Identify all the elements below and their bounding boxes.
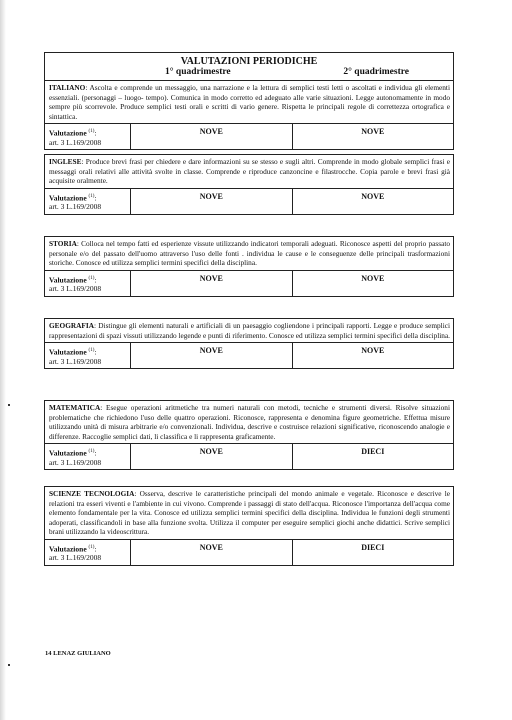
subject-name: INGLESE [49,157,82,166]
grade-label-law: art. 3 L.169/2008 [49,457,102,467]
subject-name: MATEMATICA [49,403,101,412]
grade-label: Valutazione $^{(1)}$: art. 3 L.169/2008 [45,271,131,296]
grade-row [45,539,453,565]
scan-speck [8,404,10,406]
grade-second-term: NOVE [292,271,454,296]
grade-row [45,270,453,296]
grade-first-term: NOVE [199,191,223,201]
grade-label-title: Valutazione [49,544,87,553]
grade-label-title: Valutazione [49,275,87,284]
section-geografia [44,318,454,369]
grade-label: Valutazione $^{(1)}$: art. 3 L.169/2008 [45,189,131,214]
grade-label-note: (1) [88,193,95,199]
subject-name: GEOGRAFIA [49,321,94,330]
grade-first-term: NOVE [199,346,223,355]
grade-label-law: art. 3 L.169/2008 [49,137,102,147]
grade-first-term: NOVE [199,127,223,136]
subject-description-text: : Ascolta e comprende un messaggio, una narrazione e la lettura di semplici testi letti o ascoltati e individua gli elementi essenziali. (personaggi – luogo- tempo). Comunica in modo corretto ed adeguato alle varie situazioni. Legge autonomamente in modo sempre più scorrevole. Produce semplici testi orali e scritti di vario genere. Rispetta le principali regole di correttezza ortografica e sintattica. [49,83,450,121]
subject-description [45,319,453,342]
grade-label-note: (1) [88,449,95,454]
subject-description-text: : Osserva, descrive le caratteristiche principali del mondo animale e vegetale. Riconosce e descrive le relazioni tra esseri viventi e l'ambiente in cui vivono. Comprende i passaggi di stato dell'acqua. Riconosce l'importanza dell'acqua come elemento fondamentale per la vita. Conosce ed utilizza semplici termini specifici della disciplina. Individua le funzioni degli strumenti adoperati, classificandoli in base alla funzione svolta. Utilizza il computer per eseguire semplici giochi anche didattici. Scrive semplici brani utilizzando la videoscrittura. [49,489,450,536]
grade-label-law: art. 3 L.169/2008 [49,356,102,366]
grade-first-term: NOVE [199,542,223,552]
grade-label-title: Valutazione [49,193,87,202]
grade-row [45,123,453,149]
grade-label-note: (1) [88,275,95,281]
grade-label-title: Valutazione [49,347,87,357]
subject-description [45,401,453,443]
grade-label: Valutazione $^{(1)}$: art. 3 L.169/2008 [45,343,131,368]
section-matematica [44,400,454,470]
grade-second-term: NOVE [292,124,454,149]
subject-description [45,237,453,270]
section-inglese [44,154,454,215]
subject-name: ITALIANO [49,83,86,92]
grade-second-term: DIECI [292,444,454,469]
grade-second-term: NOVE [292,189,454,214]
first-term-label: 1° quadrimestre [165,67,231,77]
grade-first-term: NOVE [199,447,223,456]
grade-label-law: art. 3 L.169/2008 [49,284,102,293]
grade-label-note: (1) [88,544,95,550]
grade-label-title: Valutazione [49,448,87,458]
grade-second-term: NOVE [292,343,454,368]
second-term-label: 2° quadrimestre [343,67,409,77]
evaluations-title: VALUTAZIONI PERIODICHE [180,56,318,67]
evaluations-header [45,53,453,80]
subject-description-text: : Esegue operazioni aritmetiche tra numeri naturali con metodi, tecniche e strumenti diversi. Risolve situazioni problematiche che richiedono l'uso delle quattro operazioni. Riconosce, rappresenta e denomina figure geometriche. Effettua misure utilizzando unità di misura arbitrarie e/o convenzionali. Individua, descrive e costruisce relazioni significative, riconoscendo analogie e differenze. Raccoglie semplici dati, li classifica e li rappresenta graficamente. [49,403,450,441]
grade-label-title: Valutazione [49,128,87,138]
subject-description-text: : Distingue gli elementi naturali e artificiali di un paesaggio cogliendone i principali rapporti. Legge e produce semplici rappresentazioni di spazi vissuti utilizzando legende e punti di riferimento. Conosce ed utilizza semplici termini specifici della disciplina. [49,321,451,340]
page-footer: 14 LENAZ GIULIANO [45,650,111,657]
subject-name: SCIENZE TECNOLOGIA [49,489,135,498]
grade-first-term: NOVE [199,273,223,283]
scan-speck [8,664,10,666]
grade-label: Valutazione $^{(1)}$: art. 3 L.169/2008 [45,124,131,149]
subject-description-text: : Colloca nel tempo fatti ed esperienze vissute utilizzando indicatori temporali adeguati. Riconosce aspetti del proprio passato personale e/o del passato dell'uomo attraverso l'uso delle fonti . individua le cause e le conseguenze delle principali trasformazioni storiche. Conosce ed utilizza semplici termini specifici della disciplina. [49,239,450,267]
grade-label-law: art. 3 L.169/2008 [49,202,102,211]
grade-second-term: DIECI [292,540,454,565]
subject-description-text: : Produce brevi frasi per chiedere e dare informazioni su se stesso e sugli altri. Comprende in modo globale semplici frasi e messaggi orali relativi alle attività svolte in classe. Comprende e riproduce canzoncine e filastrocche. Copia parole e brevi frasi già acquisite oralmente. [49,157,450,185]
scan-edge-shadow [0,0,6,720]
subject-name: STORIA [49,239,77,248]
grade-label-note: (1) [88,129,95,134]
section-italiano [44,52,454,150]
subject-description [45,80,453,123]
grade-label: Valutazione $^{(1)}$: art. 3 L.169/2008 [45,540,131,565]
grade-row [45,443,453,469]
grade-label-law: art. 3 L.169/2008 [49,553,102,562]
grade-label: Valutazione $^{(1)}$: art. 3 L.169/2008 [45,444,131,469]
grade-row [45,342,453,368]
section-storia [44,236,454,297]
grade-row [45,188,453,214]
subject-description [45,487,453,539]
grade-label-note: (1) [88,348,95,353]
section-scienze-tecnologia [44,486,454,566]
subject-description [45,155,453,188]
